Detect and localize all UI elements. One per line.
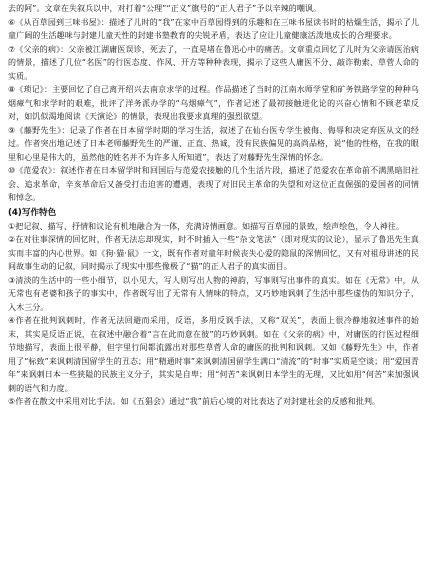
paragraph-item-10: ⑩《范爱农》：叙述作者在日本留学时和回国后与范爱农接触的几个生活片段，描述了范爱农在革命前不满黑暗旧社会、追求革命，辛亥革命后又备受打击迫害的遭遇，表现了对旧民主革命的失望和对这位正直倔强的爱国者的同情和悼念。 [8,166,419,202]
paragraph-item-6: ⑥《从百草园到三味书屋》：描述了儿时的“我”在家中百草园得到的乐趣和在三味书屋读书时的枯燥生活，揭示了儿童广阔的生活趣味与封建儿童天性的封建书塾教育的尖锐矛盾，表达了应让儿童健康活泼地成长的合理要求。 [8,17,419,40]
feature-item-1: ①把记叙、描写、抒情和议论有机地融合为一体，充满诗情画意。如描写百草园的景致，绘声绘色，令人神往。 [8,221,405,231]
feature-item-3: ③清淡的生活中的一些小细节，以小见大，写人则写出人物的神韵，写事则写出事件的真实。如在《无常》中，从无常也有老婆和孩子的事实中，作者既写出了无常有人情味的特点，又巧妙地讽刺了生活中那些虚伪的知识分子，入木三分。 [8,275,419,312]
feature-item-4: ④作者在批判讽刺时，作者无法回避而采用，反语，多用反讽手法，又称“双关”，表面上很冷静地叙述事件的始末，其实是反语正说，在叙述中融合着“言在此而意在彼”的巧妙讽刺。如在《父亲的病》中，对庸医的行医过程细节地描写，表面上很平静，但字里行间都流露出对那些草菅人命的庸医的批判和讽刺。又如《藤野先生》中，作者用了“标致”来讽刺清国留学生的丑态；用“精通时事”来讽刺清国留学生满口“清流”的“时事”实质是空谈；用“爱国青年”来讽刺日本一些狭隘的民族主义分子，其实是自卑；用“何苦”来讽刺日本学生的无理，又比如用“何苦”来加强讽刺的语气和力度。 [8,316,419,393]
paragraph-item-9: ⑨《藤野先生》：记录了作者在日本留学时期的学习生活，叙述了在仙台医专学生被侮、侮辱和决定弃医从文的经过。作者突出地记述了日本老师藤野先生的严谨、正直、热诚，没有民族偏见的高尚品格，说“他的性格，在我的眼里和心里是伟大的，虽然他的姓名并不为许多人所知道”，表达了对藤野先生深情的怀念。 [8,125,419,162]
paragraph-item-7: ⑦《父亲的病》：父亲被江湖庸医误诊，死去了，一直是堵在鲁迅心中的痛苦。文章重点回忆了儿时为父亲请医治病的情景，描述了几位“名医”的行医态度、作风、开方等种种表现，揭示了这些人庸医不分、敲诈勒索、草菅人命的实质。 [8,44,419,81]
feature-item-2: ②在对往事深情的回忆时，作者无法忘却现实，时不时插入一些“杂文笔法”（即对现实的议论），显示了鲁迅先生真实而丰富的内心世界。如《狗·猫·鼠》一文，既有作者对童年时候丧失心爱的隐鼠的深情回忆，又有对祖母讲述的民间故事生动的记叙，同时揭示了现实中那些像极了“猫”的正人君子的真实面目。 [8,235,419,271]
feature-item-5: ⑤作者在散文中采用对比手法。如《五猖会》通过“我”前后心境的对比表达了对封建社会的反感和批判。 [8,397,381,406]
paragraph-intro-tail: 去的阿”。文章在失叙兵以中，对打着“公理”“正义”旗号的“正人君子”予以辛辣的嘲讽。 [8,4,322,13]
section-heading: (4)写作特色 [8,207,57,218]
paragraph-item-8: ⑧《琐记》：主要回忆了自己离开绍兴去南京求学的过程。作品描述了当时的江南水师学堂和矿务铁路学堂的种种乌烟瘴气和求学时的艰难，批评了洋务派办学的“乌烟瘴气”，作者记述了最初接触进化论的兴奋心情和不顾老辈反对，如饥似渴地阅读《天演论》的情景，表现出我要求真理的强烈欲望。 [8,85,419,121]
